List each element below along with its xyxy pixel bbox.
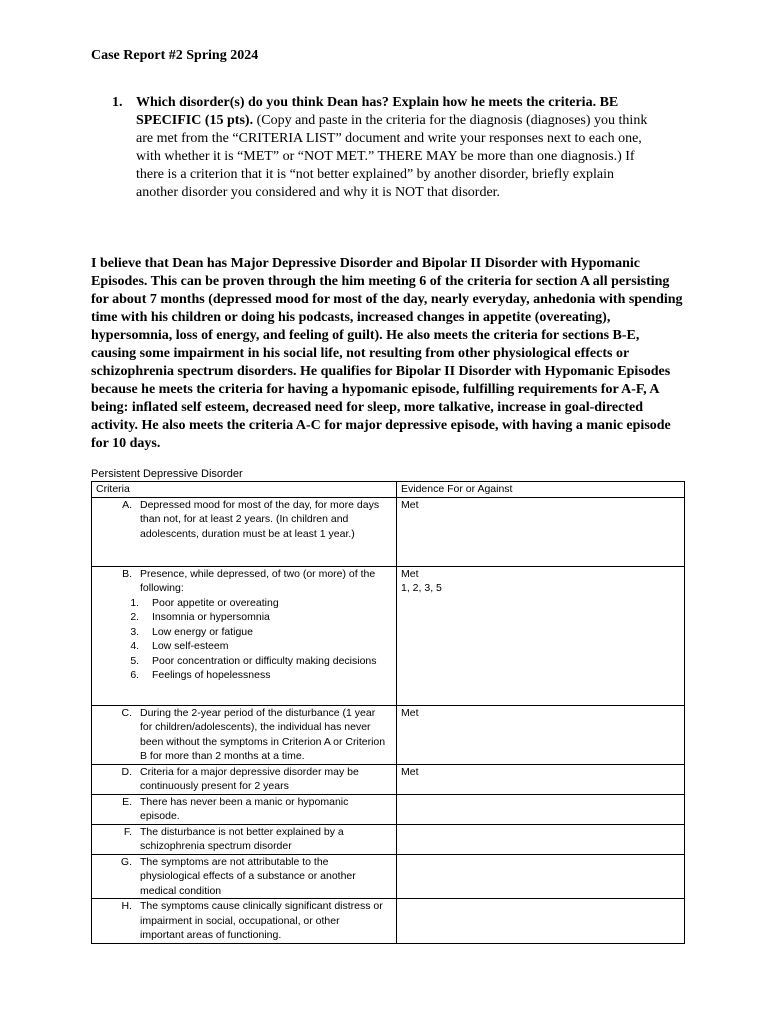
- criterion-letter: C.: [121, 706, 132, 719]
- evidence-cell: [397, 566, 685, 705]
- evidence-cell: [397, 794, 685, 824]
- table-row: [92, 854, 685, 899]
- criterion-letter: D.: [121, 765, 132, 778]
- criteria-cell: [92, 497, 397, 566]
- evidence-value: Met: [401, 567, 419, 580]
- answer-block: [91, 255, 683, 453]
- answer-text: I believe that Dean has Major Depressive Disorder and Bipolar II Disorder with Hypomanic Episodes. This can be proven through the him meeting 6 of the criteria for section A all persisting for about 7 months (depressed mood for most of the day, nearly everyday, anhedonia with spending time with his children or doing his podcasts, increased changes in appetite (overeating), hypersomnia, loss of energy, and feeling of guilt). He also meets the criteria for sections B-E, causing some impairment in his social life, not resulting from other physiological effects or schizophrenia spectrum disorders. He qualifies for Bipolar II Disorder with Hypomanic Episodes because he meets the criteria for having a hypomanic episode, fulfilling requirements for A-F, A being: inflated self esteem, decreased need for sleep, more talkative, increase in goal-directed activity. He also meets the criteria A-C for major depressive episode, with having a manic episode for 10 days.: [91, 256, 683, 451]
- criterion-text: The disturbance is not better explained by a schizophrenia spectrum disorder: [140, 825, 344, 852]
- page-title: Case Report #2 Spring 2024: [91, 48, 259, 63]
- table-row: [92, 705, 685, 764]
- criterion-letter: F.: [123, 825, 132, 838]
- question-bold-text: Which disorder(s) do you think Dean has? Explain how he meets the criteria. BE SPECIFIC (15 pts).: [136, 95, 619, 128]
- symptom-item: 4. Low self-esteem: [142, 639, 392, 654]
- question-number: 1.: [112, 95, 123, 110]
- criterion-letter: B.: [122, 567, 132, 580]
- criterion-text: There has never been a manic or hypomanic episode.: [140, 795, 349, 822]
- criterion-letter: G.: [120, 855, 132, 868]
- criteria-table: [91, 481, 685, 944]
- evidence-cell: [397, 854, 685, 899]
- table-row: [92, 497, 685, 566]
- criterion-letter: H.: [121, 900, 132, 912]
- evidence-value: Met: [401, 765, 419, 778]
- criterion-text: The symptoms cause clinically significant distress or impairment in social, occupational, or other important areas of functioning.: [140, 900, 383, 941]
- criterion-letter: A.: [122, 498, 132, 511]
- criteria-cell: [92, 899, 397, 944]
- table-row: [92, 899, 685, 944]
- symptom-item: 3. Low energy or fatigue: [142, 625, 392, 640]
- criteria-cell: [92, 794, 397, 824]
- criterion-text: During the 2-year period of the disturbance (1 year for children/adolescents), the individual has never been without the symptoms in Criterion A or Criterion B for more than 2 months at a time.: [140, 706, 386, 762]
- evidence-detail: 1, 2, 3, 5: [401, 582, 442, 594]
- question-block: [112, 94, 657, 202]
- symptom-list: [96, 596, 392, 683]
- table-caption: Persistent Depressive Disorder: [91, 468, 243, 480]
- evidence-cell: [397, 899, 685, 944]
- evidence-cell: [397, 764, 685, 794]
- criteria-cell: [92, 705, 397, 764]
- criterion-text: Presence, while depressed, of two (or more) of the following:: [140, 567, 376, 594]
- criterion-text: The symptoms are not attributable to the physiological effects of a substance or another medical condition: [140, 855, 356, 897]
- criteria-cell: [92, 854, 397, 899]
- symptom-item: 2. Insomnia or hypersomnia: [142, 610, 392, 625]
- evidence-value: Met: [401, 498, 419, 511]
- symptom-item: 1. Poor appetite or overeating: [142, 596, 392, 611]
- criterion-letter: E.: [122, 795, 132, 808]
- evidence-cell: [397, 824, 685, 854]
- evidence-cell: [397, 497, 685, 566]
- table-row: [92, 824, 685, 854]
- criteria-cell: [92, 566, 397, 705]
- question-text: [136, 94, 657, 202]
- symptom-item: 6. Feelings of hopelessness: [142, 668, 392, 683]
- symptom-item: 5. Poor concentration or difficulty making decisions: [142, 654, 392, 669]
- header-criteria: Criteria: [92, 482, 397, 498]
- criteria-cell: [92, 764, 397, 794]
- table-row: [92, 794, 685, 824]
- table-row: [92, 764, 685, 794]
- evidence-value: Met: [401, 706, 419, 719]
- criteria-cell: [92, 824, 397, 854]
- table-row: [92, 566, 685, 705]
- criterion-text: Depressed mood for most of the day, for more days than not, for at least 2 years. (In children and adolescents, duration must be at least 1 year.): [140, 498, 380, 540]
- criterion-text: Criteria for a major depressive disorder may be continuously present for 2 years: [140, 765, 359, 792]
- evidence-cell: [397, 705, 685, 764]
- question-instructions: (Copy and paste in the criteria for the diagnosis (diagnoses) you think are met from the “CRITERIA LIST” document and write your responses next to each one, with whether it is “MET” or “NOT MET.” THERE MAY be more than one diagnosis.) If there is a criterion that it is “not better explained” by another disorder, briefly explain another disorder you considered and why it is NOT that disorder.: [136, 113, 648, 200]
- header-evidence: Evidence For or Against: [397, 482, 685, 498]
- table-header-row: [92, 482, 685, 498]
